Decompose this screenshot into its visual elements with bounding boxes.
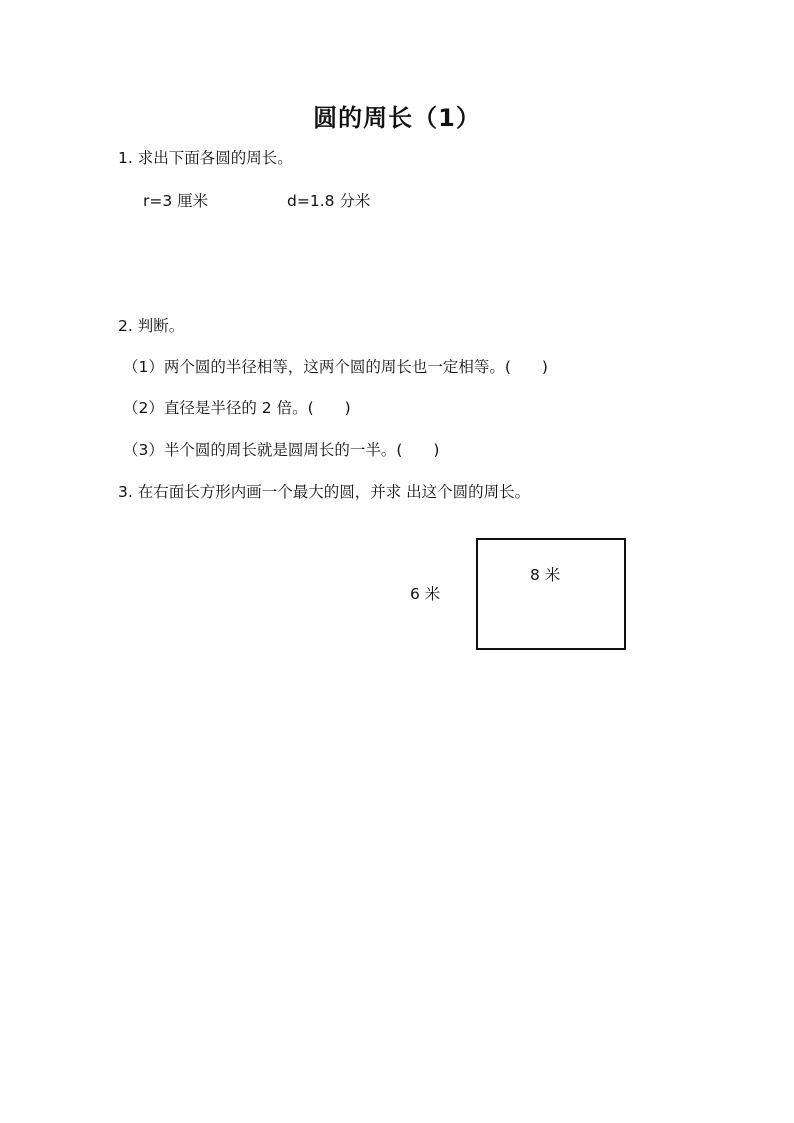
question-1-prompt: 1. 求出下面各圆的周长。 — [118, 149, 293, 167]
rectangle-height-label: 6 米 — [410, 585, 441, 603]
question-1-item-diameter: d=1.8 分米 — [287, 192, 371, 210]
question-3-prompt: 3. 在右面长方形内画一个最大的圆，并求 出这个圆的周长。 — [118, 483, 531, 501]
question-2-prompt: 2. 判断。 — [118, 317, 185, 335]
question-1-item-radius: r=3 厘米 — [143, 192, 209, 210]
rectangle-width-label: 8 米 — [530, 566, 561, 584]
question-2-statement: （3）半个圆的周长就是圆周长的一半。( ) — [123, 441, 440, 459]
page-title: 圆的周长（1） — [313, 104, 481, 132]
rectangle-figure — [476, 538, 626, 650]
question-2-statement: （2）直径是半径的 2 倍。( ) — [123, 399, 351, 417]
question-2-statement: （1）两个圆的半径相等，这两个圆的周长也一定相等。( ) — [123, 358, 548, 376]
